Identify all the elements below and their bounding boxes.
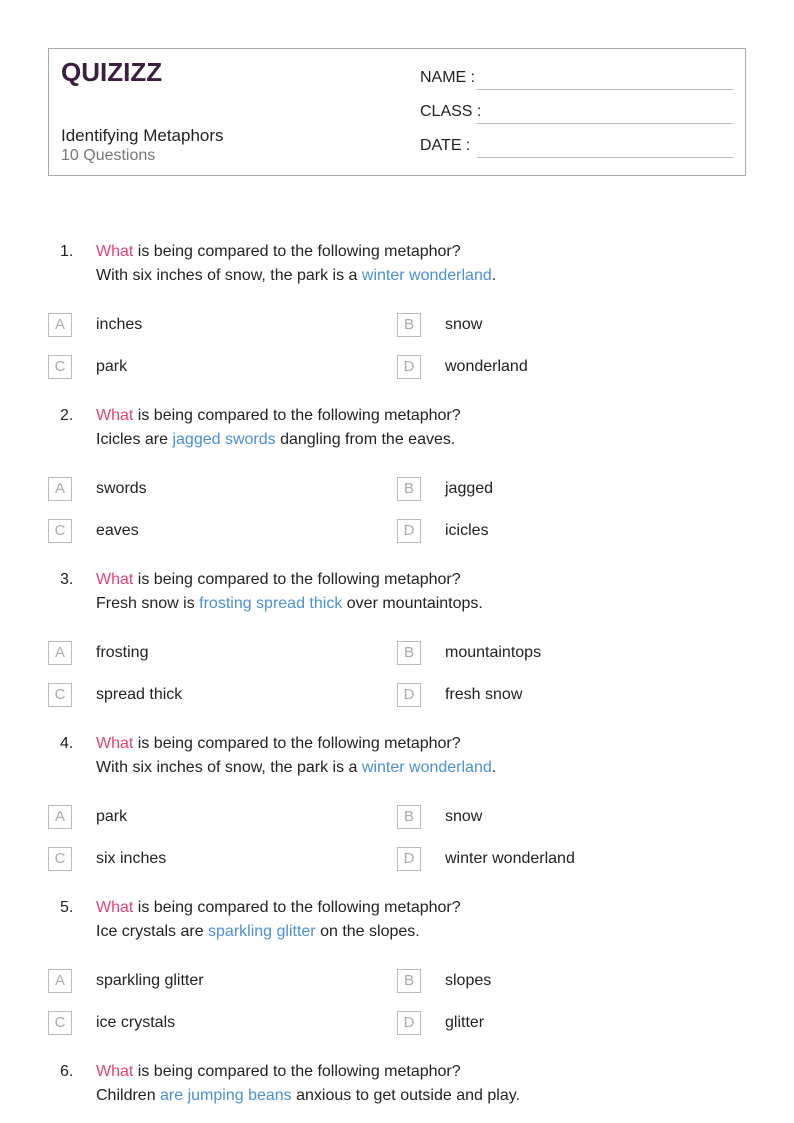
option-text: sparkling glitter <box>96 972 204 989</box>
option-letter-box: A <box>48 805 72 829</box>
option-b[interactable] <box>397 641 697 665</box>
prompt-keyword: What <box>96 899 134 916</box>
option-letter-box: D <box>397 847 421 871</box>
option-text: winter wonderland <box>445 850 575 867</box>
sentence-pre: With six inches of snow, the park is a <box>96 267 362 284</box>
option-text: wonderland <box>445 358 528 375</box>
option-b[interactable] <box>397 805 697 829</box>
prompt-keyword: What <box>96 571 134 588</box>
option-letter-box: A <box>48 641 72 665</box>
option-d[interactable] <box>397 683 697 707</box>
sentence-post: . <box>491 759 497 776</box>
option-letter-box: C <box>48 1011 72 1035</box>
option-letter-box: D <box>397 519 421 543</box>
option-c[interactable] <box>48 519 348 543</box>
option-d[interactable] <box>397 1011 697 1035</box>
date-label: DATE : <box>420 137 471 154</box>
option-c[interactable] <box>48 683 348 707</box>
option-text: eaves <box>96 522 139 539</box>
option-d[interactable] <box>397 519 697 543</box>
worksheet-title: Identifying Metaphors <box>61 126 224 145</box>
name-label: NAME : <box>420 69 476 86</box>
option-letter-box: B <box>397 313 421 337</box>
option-letter-box: B <box>397 641 421 665</box>
sentence-post: on the slopes. <box>315 923 420 940</box>
prompt-text: is being compared to the following metaphor? <box>133 1063 461 1080</box>
prompt-keyword: What <box>96 407 134 424</box>
option-letter-box: C <box>48 355 72 379</box>
prompt-keyword: What <box>96 1063 134 1080</box>
question-prompt <box>96 407 461 425</box>
prompt-text: is being compared to the following metaphor? <box>133 571 461 588</box>
option-text: jagged <box>445 480 494 497</box>
metaphor-highlight: frosting spread thick <box>199 595 343 612</box>
sentence-pre: Icicles are <box>96 431 173 448</box>
question-number: 1. <box>60 243 74 260</box>
option-letter-box: C <box>48 847 72 871</box>
metaphor-sentence <box>96 923 420 941</box>
question-prompt <box>96 899 461 917</box>
metaphor-highlight: are jumping beans <box>160 1087 292 1104</box>
prompt-keyword: What <box>96 243 134 260</box>
option-text: fresh snow <box>445 686 523 703</box>
metaphor-sentence <box>96 595 483 613</box>
option-text: icicles <box>445 522 489 539</box>
question-number: 5. <box>60 899 74 916</box>
option-b[interactable] <box>397 969 697 993</box>
option-a[interactable] <box>48 477 348 501</box>
option-letter-box: B <box>397 805 421 829</box>
question-count: 10 Questions <box>61 147 156 164</box>
metaphor-highlight: sparkling glitter <box>208 923 316 940</box>
option-letter-box: D <box>397 1011 421 1035</box>
question-prompt <box>96 1063 461 1081</box>
option-text: inches <box>96 316 143 333</box>
option-letter-box: D <box>397 355 421 379</box>
date-input-line[interactable] <box>477 157 733 158</box>
option-b[interactable] <box>397 477 697 501</box>
prompt-keyword: What <box>96 735 134 752</box>
option-text: mountaintops <box>445 644 542 661</box>
option-text: snow <box>445 808 483 825</box>
metaphor-sentence <box>96 759 496 777</box>
metaphor-highlight: winter wonderland <box>361 267 492 284</box>
sentence-post: dangling from the eaves. <box>275 431 456 448</box>
worksheet-header <box>48 48 746 176</box>
metaphor-highlight: jagged swords <box>172 431 276 448</box>
option-letter-box: B <box>397 477 421 501</box>
option-text: snow <box>445 316 483 333</box>
sentence-pre: Fresh snow is <box>96 595 200 612</box>
option-letter-box: A <box>48 313 72 337</box>
sentence-post: anxious to get outside and play. <box>291 1087 520 1104</box>
option-text: swords <box>96 480 147 497</box>
option-a[interactable] <box>48 805 348 829</box>
name-input-line[interactable] <box>477 89 733 90</box>
prompt-text: is being compared to the following metaphor? <box>133 243 461 260</box>
question-prompt <box>96 735 461 753</box>
question-prompt <box>96 243 461 261</box>
prompt-text: is being compared to the following metaphor? <box>133 899 461 916</box>
sentence-post: . <box>491 267 497 284</box>
sentence-post: over mountaintops. <box>342 595 483 612</box>
option-a[interactable] <box>48 969 348 993</box>
option-text: spread thick <box>96 686 183 703</box>
option-letter-box: C <box>48 683 72 707</box>
option-a[interactable] <box>48 313 348 337</box>
metaphor-sentence <box>96 267 496 285</box>
option-letter-box: A <box>48 477 72 501</box>
question-number: 6. <box>60 1063 74 1080</box>
question-number: 2. <box>60 407 74 424</box>
metaphor-sentence <box>96 431 455 449</box>
sentence-pre: With six inches of snow, the park is a <box>96 759 362 776</box>
option-letter-box: C <box>48 519 72 543</box>
metaphor-highlight: winter wonderland <box>361 759 492 776</box>
question-prompt <box>96 571 461 589</box>
option-text: slopes <box>445 972 492 989</box>
option-b[interactable] <box>397 313 697 337</box>
option-text: frosting <box>96 644 149 661</box>
option-letter-box: D <box>397 683 421 707</box>
metaphor-sentence <box>96 1087 520 1105</box>
option-a[interactable] <box>48 641 348 665</box>
option-text: park <box>96 358 128 375</box>
option-d[interactable] <box>397 355 697 379</box>
option-d[interactable] <box>397 847 697 871</box>
question-number: 4. <box>60 735 74 752</box>
option-c[interactable] <box>48 847 348 871</box>
prompt-text: is being compared to the following metaphor? <box>133 735 461 752</box>
question-number: 3. <box>60 571 74 588</box>
prompt-text: is being compared to the following metaphor? <box>133 407 461 424</box>
quizizz-logo: QUIZIZZ <box>61 57 163 87</box>
option-c[interactable] <box>48 355 348 379</box>
option-letter-box: A <box>48 969 72 993</box>
sentence-pre: Children <box>96 1087 161 1104</box>
class-input-line[interactable] <box>477 123 733 124</box>
option-text: park <box>96 808 128 825</box>
sentence-pre: Ice crystals are <box>96 923 209 940</box>
option-text: glitter <box>445 1014 485 1031</box>
class-label: CLASS : <box>420 103 482 120</box>
option-text: six inches <box>96 850 167 867</box>
option-letter-box: B <box>397 969 421 993</box>
option-c[interactable] <box>48 1011 348 1035</box>
option-text: ice crystals <box>96 1014 176 1031</box>
